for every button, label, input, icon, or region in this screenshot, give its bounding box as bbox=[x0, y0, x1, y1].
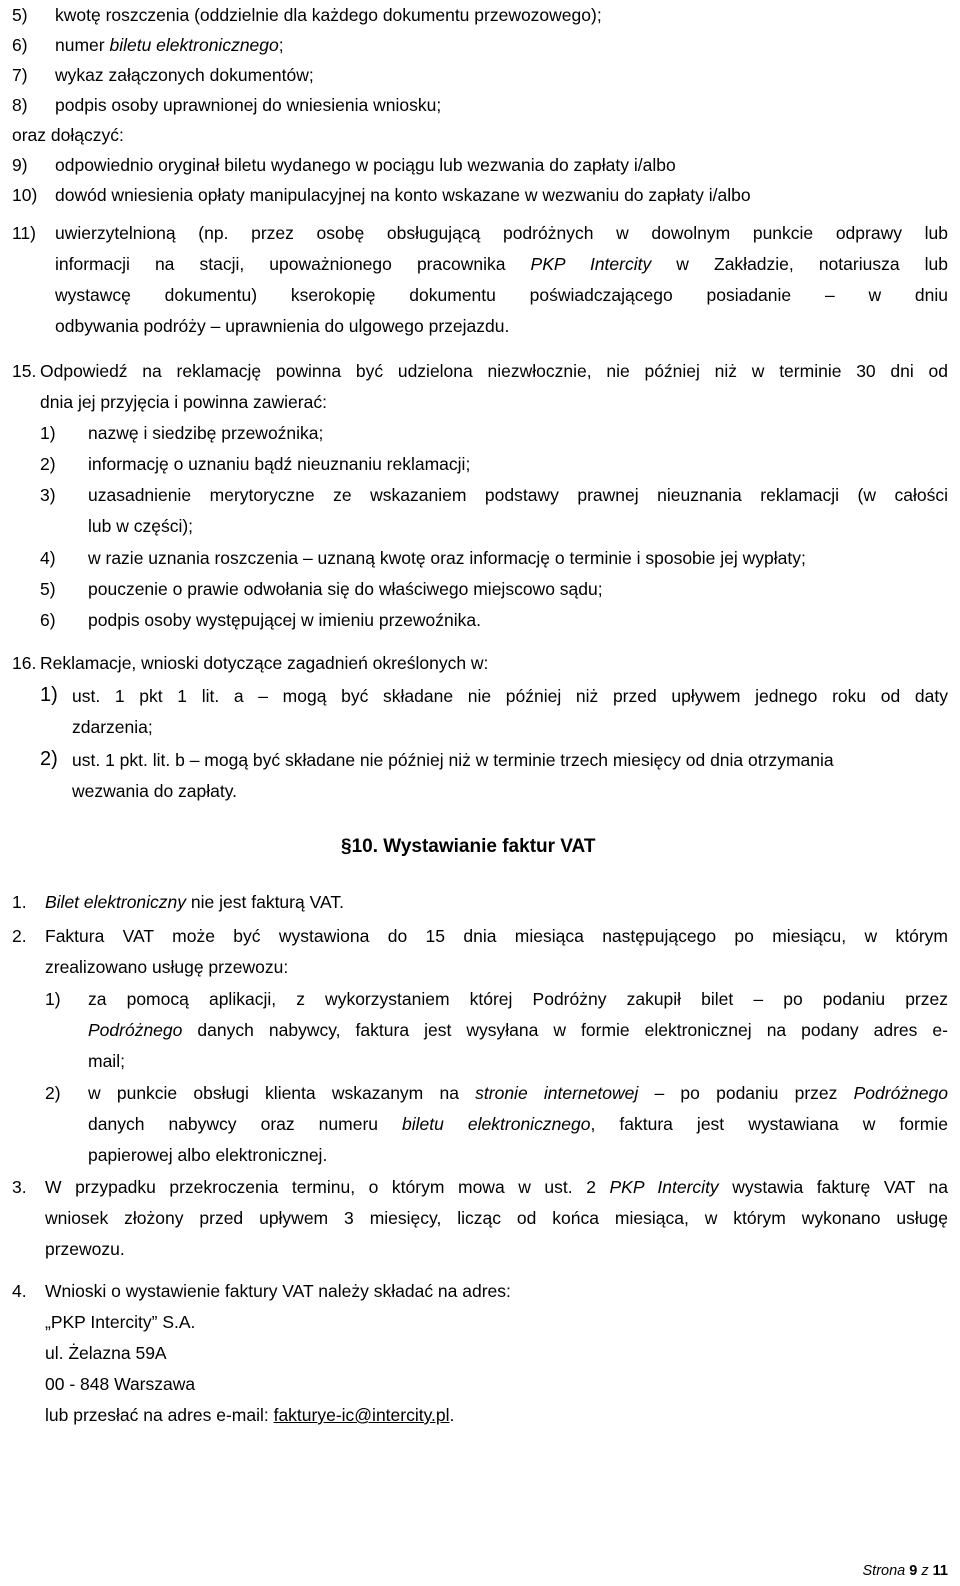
paragraph-line: Faktura VAT może być wystawiona do 15 dnia miesiąca następującego po miesiącu, w którym bbox=[45, 926, 948, 946]
list-number: 3) bbox=[40, 485, 56, 505]
list-number: 2) bbox=[40, 748, 58, 770]
list-number: 2) bbox=[40, 454, 56, 474]
list-item: odpowiednio oryginał biletu wydanego w pociągu lub wezwania do zapłaty i/albo bbox=[55, 155, 676, 175]
email-link[interactable]: fakturye-ic@intercity.pl bbox=[273, 1405, 450, 1425]
paragraph-line: Bilet elektroniczny nie jest fakturą VAT. bbox=[45, 892, 344, 912]
page-footer: Strona 9 z 11 bbox=[862, 1563, 948, 1579]
list-item: dowód wniesienia opłaty manipulacyjnej na konto wskazane w wezwaniu do zapłaty i/albo bbox=[55, 185, 751, 205]
list-item-line: informacji na stacji, upoważnionego pracownika PKP Intercity w Zakładzie, notariusza lub bbox=[55, 254, 948, 274]
paragraph-line: Wnioski o wystawienie faktury VAT należy składać na adres: bbox=[45, 1281, 511, 1301]
list-number: 2) bbox=[45, 1083, 61, 1103]
paragraph-number: 1. bbox=[12, 892, 27, 912]
list-item: wykaz załączonych dokumentów; bbox=[55, 65, 314, 85]
list-item-line: ust. 1 pkt. lit. b – mogą być składane nie później niż w terminie trzech miesięcy od dnia otrzymania bbox=[72, 750, 834, 770]
list-item-line: wystawcę dokumentu) kserokopię dokumentu poświadczającego posiadanie – w dniu bbox=[55, 285, 948, 305]
list-number: 1) bbox=[40, 684, 58, 706]
paragraph-line: wniosek złożony przed upływem 3 miesięcy, licząc od końca miesiąca, w którym wykonano usługę bbox=[45, 1208, 948, 1228]
list-number: 1) bbox=[40, 423, 56, 443]
list-item-line: za pomocą aplikacji, z wykorzystaniem której Podróżny zakupił bilet – po podaniu przez bbox=[88, 989, 948, 1009]
paragraph-line: zrealizowano usługę przewozu: bbox=[45, 957, 289, 977]
list-number: 6) bbox=[40, 610, 56, 630]
list-item: numer biletu elektronicznego; bbox=[55, 35, 284, 55]
paragraph-text: oraz dołączyć: bbox=[12, 125, 124, 145]
section-heading: §10. Wystawianie faktur VAT bbox=[341, 836, 596, 857]
address-line: 00 - 848 Warszawa bbox=[45, 1374, 196, 1394]
list-item: kwotę roszczenia (oddzielnie dla każdego dokumentu przewozowego); bbox=[55, 5, 602, 25]
list-item-line: uzasadnienie merytoryczne ze wskazaniem podstawy prawnej nieuznania reklamacji (w całości bbox=[88, 485, 948, 505]
paragraph-number: 3. bbox=[12, 1177, 27, 1197]
list-number: 11) bbox=[12, 223, 36, 243]
list-item-line: Podróżnego danych nabywcy, faktura jest wysyłana w formie elektronicznej na podany adres e- bbox=[88, 1020, 948, 1040]
list-number: 4) bbox=[40, 548, 56, 568]
list-number: 5) bbox=[12, 5, 28, 25]
list-number: 9) bbox=[12, 155, 28, 175]
list-item: podpis osoby uprawnionej do wniesienia wniosku; bbox=[55, 95, 442, 115]
list-item: podpis osoby występującej w imieniu przewoźnika. bbox=[88, 610, 481, 630]
paragraph-number: 16. bbox=[12, 653, 37, 673]
list-number: 6) bbox=[12, 35, 28, 55]
list-item: pouczenie o prawie odwołania się do właściwego miejscowo sądu; bbox=[88, 579, 603, 599]
list-item-line: mail; bbox=[88, 1051, 125, 1071]
list-number: 5) bbox=[40, 579, 56, 599]
list-item-line: w punkcie obsługi klienta wskazanym na stronie internetowej – po podaniu przez Podróżnego bbox=[88, 1083, 948, 1103]
address-line: ul. Żelazna 59A bbox=[45, 1343, 167, 1363]
list-item-line: papierowej albo elektronicznej. bbox=[88, 1145, 328, 1165]
paragraph-number: 2. bbox=[12, 926, 27, 946]
paragraph-number: 15. bbox=[12, 361, 37, 381]
list-item-line: zdarzenia; bbox=[72, 717, 153, 737]
paragraph-line: W przypadku przekroczenia terminu, o którym mowa w ust. 2 PKP Intercity wystawia fakturę VAT na bbox=[45, 1177, 948, 1197]
list-number: 10) bbox=[12, 185, 38, 205]
list-number: 1) bbox=[45, 989, 61, 1009]
list-number: 8) bbox=[12, 95, 28, 115]
list-item-line: danych nabywcy oraz numeru biletu elektronicznego, faktura jest wystawiana w formie bbox=[88, 1114, 948, 1134]
list-item-line: wezwania do zapłaty. bbox=[72, 781, 238, 801]
list-item: w razie uznania roszczenia – uznaną kwotę oraz informację o terminie i sposobie jej wypłaty; bbox=[88, 548, 806, 568]
paragraph-number: 4. bbox=[12, 1281, 27, 1301]
list-item-line: uwierzytelnioną (np. przez osobę obsługującą podróżnych w dowolnym punkcie odprawy lub bbox=[55, 223, 948, 243]
paragraph-line: przewozu. bbox=[45, 1239, 125, 1259]
list-number: 7) bbox=[12, 65, 28, 85]
list-item: nazwę i siedzibę przewoźnika; bbox=[88, 423, 324, 443]
address-line: lub przesłać na adres e-mail: fakturye-ic@intercity.pl. bbox=[45, 1405, 455, 1425]
address-line: „PKP Intercity” S.A. bbox=[45, 1312, 196, 1332]
list-item-line: lub w części); bbox=[88, 516, 194, 536]
paragraph-line: Reklamacje, wnioski dotyczące zagadnień określonych w: bbox=[40, 653, 489, 673]
paragraph-line: Odpowiedź na reklamację powinna być udzielona niezwłocznie, nie później niż w terminie 30 dni od bbox=[40, 361, 948, 381]
list-item-line: ust. 1 pkt 1 lit. a – mogą być składane nie później niż przed upływem jednego roku od daty bbox=[72, 686, 948, 706]
list-item-line: odbywania podróży – uprawnienia do ulgowego przejazdu. bbox=[55, 316, 510, 336]
paragraph-line: dnia jej przyjęcia i powinna zawierać: bbox=[40, 392, 327, 412]
list-item: informację o uznaniu bądź nieuznaniu reklamacji; bbox=[88, 454, 471, 474]
